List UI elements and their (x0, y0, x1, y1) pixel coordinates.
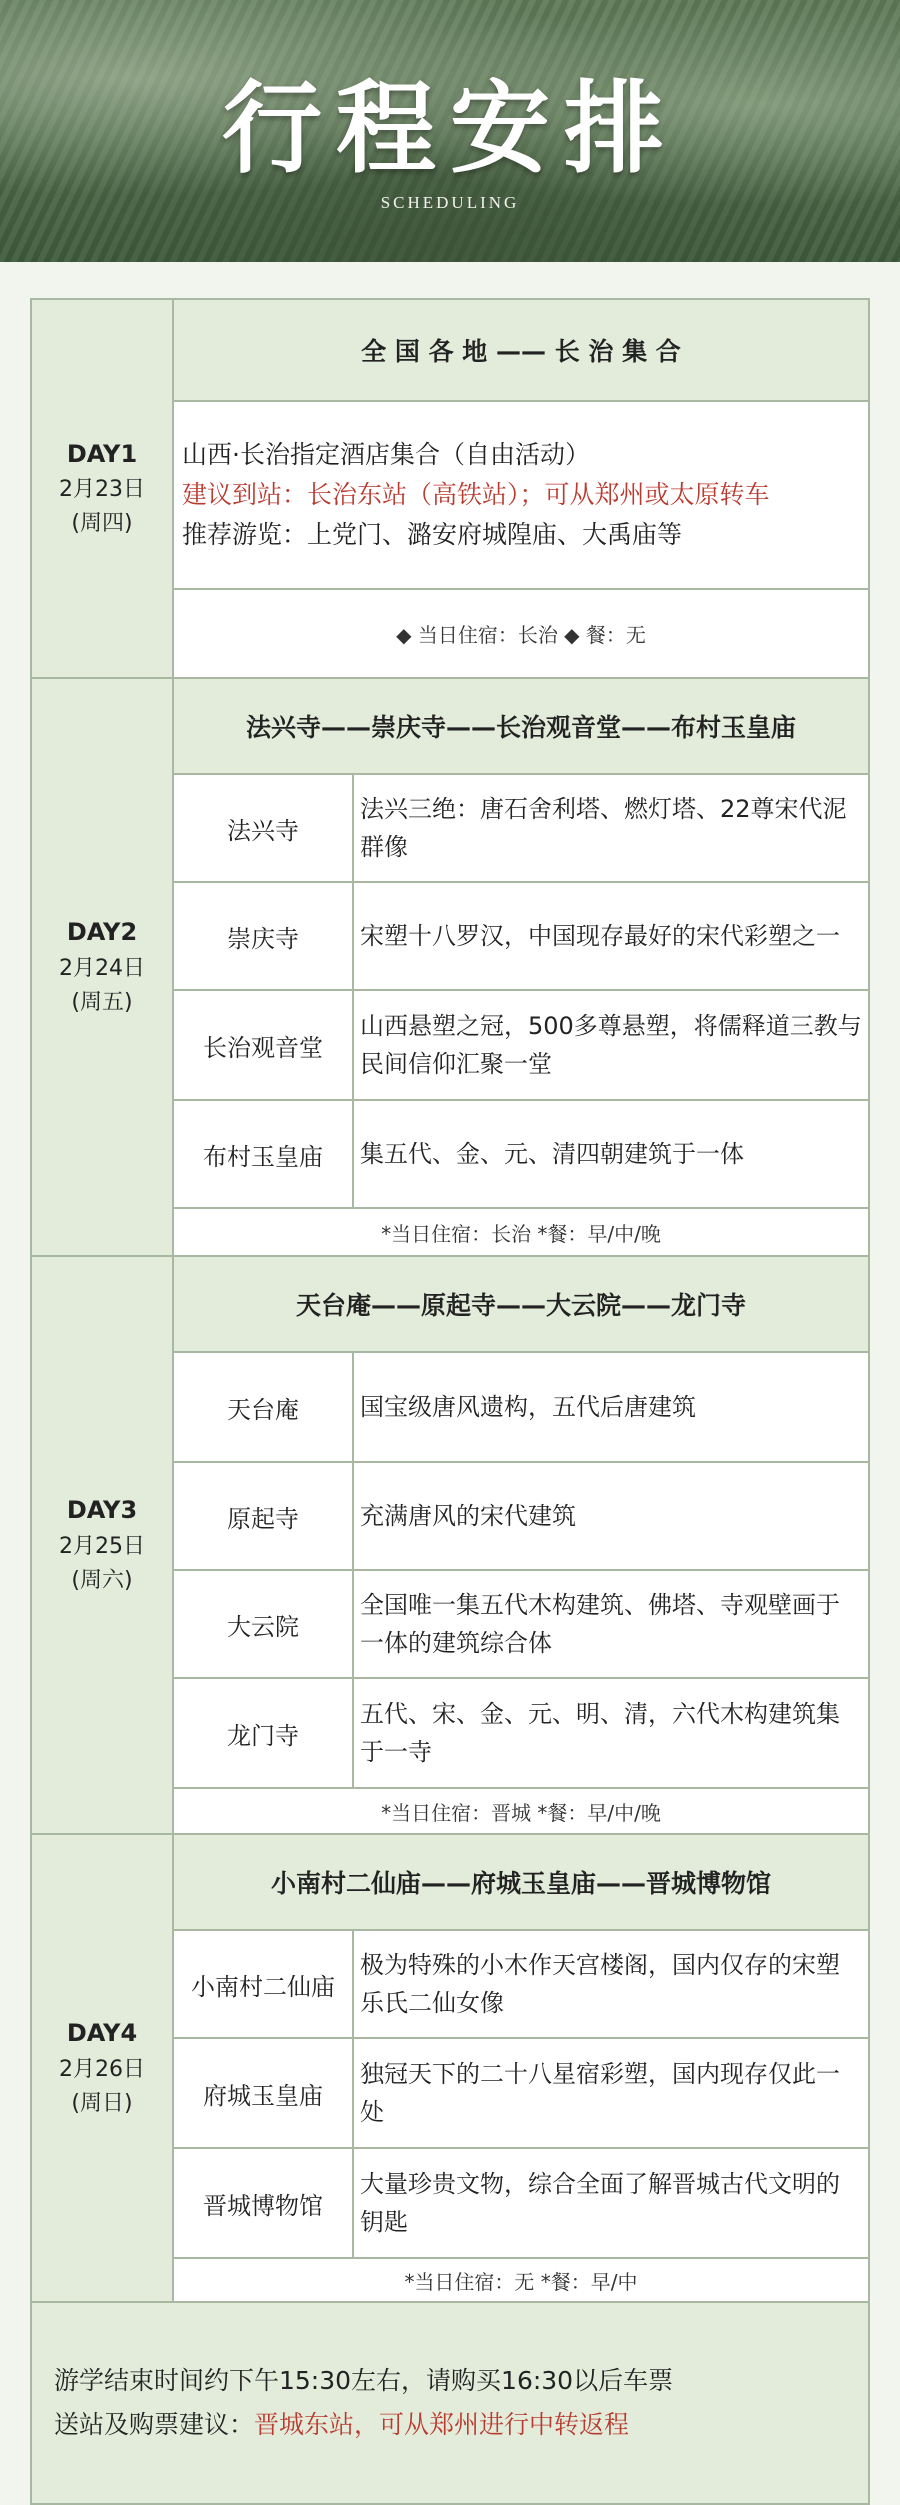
day-date: 2月26日 (59, 2056, 145, 2082)
day-label-cell (32, 1257, 174, 1833)
site-name: 龙门寺 (174, 1679, 354, 1787)
day-content (174, 300, 868, 677)
site-name: 布村玉皇庙 (174, 1101, 354, 1207)
day-date: 2月24日 (59, 955, 145, 981)
day-label-cell (32, 679, 174, 1255)
closing-highlight: 晋城东站，可从郑州进行中转返程 (254, 2410, 630, 2439)
day-weekday: (周五) (71, 989, 133, 1015)
header-banner (0, 0, 900, 262)
site-row (174, 2039, 868, 2149)
site-row (174, 1463, 868, 1571)
site-description: 极为特殊的小木作天宫楼阁，国内仅存的宋塑乐氏二仙女像 (360, 1951, 840, 2017)
day-date: 2月23日 (59, 477, 145, 502)
site-name: 小南村二仙庙 (174, 1931, 354, 2037)
site-name: 府城玉皇庙 (174, 2039, 354, 2147)
site-row (174, 1353, 868, 1463)
site-row (174, 1101, 868, 1209)
site-description: 国宝级唐风遗构，五代后唐建筑 (360, 1393, 696, 1421)
site-description: 集五代、金、元、清四朝建筑于一体 (360, 1140, 744, 1168)
site-name: 原起寺 (174, 1463, 354, 1569)
page-title: 行程安排 (222, 69, 678, 187)
site-name: 大云院 (174, 1571, 354, 1677)
detail-line: 山西·长治指定酒店集合（自由活动） (182, 440, 590, 469)
day-block-2 (32, 679, 868, 1257)
site-name: 天台庵 (174, 1353, 354, 1461)
site-description: 宋塑十八罗汉，中国现存最好的宋代彩塑之一 (360, 922, 840, 950)
site-row (174, 991, 868, 1101)
site-row (174, 1931, 868, 2039)
day-route: 法兴寺——崇庆寺——长治观音堂——布村玉皇庙 (174, 679, 868, 775)
day-label-cell (32, 300, 174, 677)
day-footer: *当日住宿：无 *餐：早/中 (404, 2269, 638, 2294)
site-description: 法兴三绝：唐石舍利塔、燃灯塔、22尊宋代泥群像 (360, 795, 847, 861)
detail-line: 推荐游览：上党门、潞安府城隍庙、大禹庙等 (182, 520, 683, 549)
site-row (174, 1571, 868, 1679)
site-description: 山西悬塑之冠，500多尊悬塑，将儒释道三教与民间信仰汇聚一堂 (360, 1012, 862, 1078)
site-row (174, 1679, 868, 1789)
site-name: 崇庆寺 (174, 883, 354, 989)
day-footer: *当日住宿：晋城 *餐：早/中/晚 (381, 1800, 661, 1825)
site-row (174, 883, 868, 991)
day-footer: ◆ 当日住宿：长治 ◆ 餐：无 (396, 623, 646, 647)
day-label-cell (32, 1835, 174, 2301)
site-description: 五代、宋、金、元、明、清，六代木构建筑集于一寺 (360, 1700, 840, 1766)
site-description: 大量珍贵文物，综合全面了解晋城古代文明的钥匙 (360, 2170, 840, 2236)
site-row (174, 2149, 868, 2259)
site-row (174, 775, 868, 883)
site-description: 充满唐风的宋代建筑 (360, 1502, 576, 1530)
site-name: 长治观音堂 (174, 991, 354, 1099)
day-weekday: (周六) (71, 1567, 133, 1593)
day-content (174, 1257, 868, 1833)
day-date: 2月25日 (59, 1533, 145, 1559)
day-details (174, 402, 868, 590)
day-content (174, 679, 868, 1255)
page-subtitle: SCHEDULING (380, 193, 520, 212)
day-number: DAY3 (66, 1496, 138, 1525)
site-description: 全国唯一集五代木构建筑、佛塔、寺观壁画于一体的建筑综合体 (360, 1591, 840, 1657)
closing-label: 送站及购票建议： (54, 2410, 255, 2439)
day-block-4 (32, 1835, 868, 2303)
day-footer: *当日住宿：长治 *餐：早/中/晚 (381, 1221, 661, 1246)
site-description: 独冠天下的二十八星宿彩塑，国内现存仅此一处 (360, 2060, 840, 2126)
schedule-table (30, 298, 870, 2505)
day-block-1 (32, 300, 868, 679)
day-route: 天台庵——原起寺——大云院——龙门寺 (174, 1257, 868, 1353)
closing-line: 游学结束时间约下午15:30左右，请购买16:30以后车票 (54, 2366, 674, 2395)
closing-notes (32, 2303, 868, 2503)
day-number: DAY2 (66, 918, 138, 947)
day-weekday: (周日) (71, 2090, 133, 2116)
site-name: 晋城博物馆 (174, 2149, 354, 2257)
site-name: 法兴寺 (174, 775, 354, 881)
closing-line (54, 2403, 846, 2447)
day-block-3 (32, 1257, 868, 1835)
day-number: DAY4 (66, 2019, 138, 2048)
day-content (174, 1835, 868, 2301)
detail-line-highlight: 建议到站：长治东站（高铁站）；可从郑州或太原转车 (182, 480, 770, 509)
day-route: 全 国 各 地 —— 长 治 集 合 (174, 300, 868, 402)
day-number: DAY1 (66, 439, 138, 468)
day-weekday: (周四) (71, 511, 133, 537)
day-route: 小南村二仙庙——府城玉皇庙——晋城博物馆 (174, 1835, 868, 1931)
